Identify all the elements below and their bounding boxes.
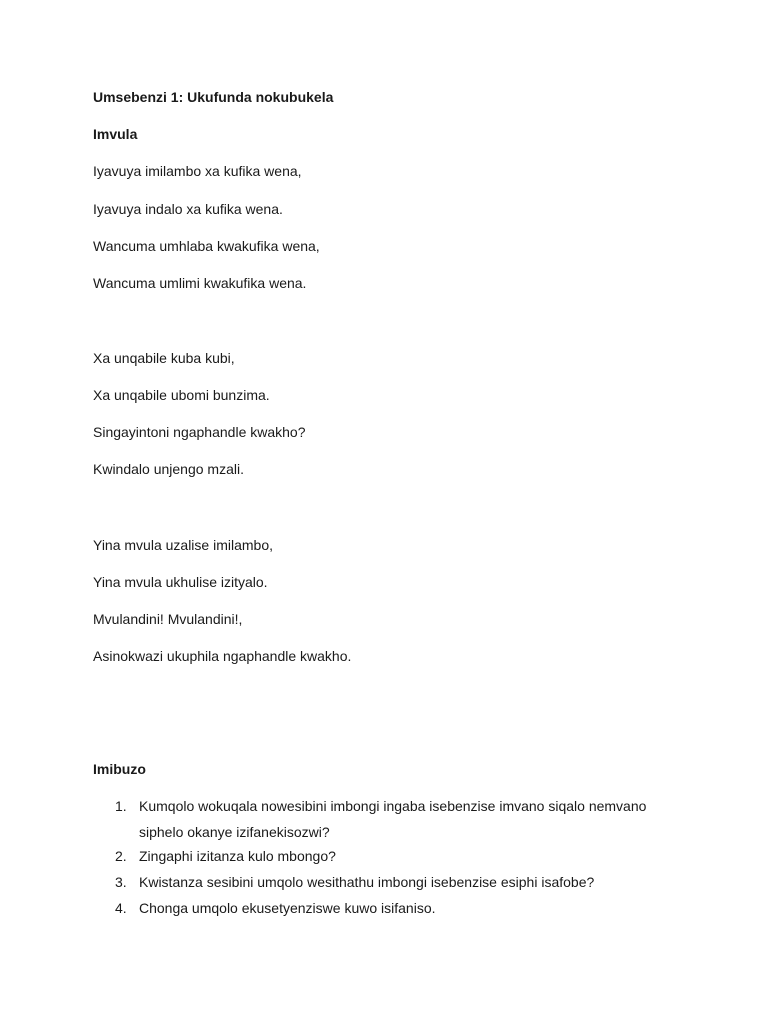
- poem-line: Singayintoni ngaphandle kwakho?: [93, 424, 306, 440]
- question-number: 2.: [115, 848, 127, 864]
- poem-line: Xa unqabile kuba kubi,: [93, 350, 235, 366]
- poem-line: Xa unqabile ubomi bunzima.: [93, 387, 270, 403]
- question-number: 4.: [115, 900, 127, 916]
- poem-line: Wancuma umhlaba kwakufika wena,: [93, 238, 320, 254]
- poem-line: Mvulandini! Mvulandini!,: [93, 611, 243, 627]
- poem-line: Wancuma umlimi kwakufika wena.: [93, 275, 307, 291]
- question-text: Zingaphi izitanza kulo mbongo?: [139, 848, 336, 864]
- poem-line: Iyavuya indalo xa kufika wena.: [93, 201, 283, 217]
- question-text: Chonga umqolo ekusetyenziswe kuwo isifaniso.: [139, 900, 436, 916]
- question-number: 3.: [115, 874, 127, 890]
- poem-line: Yina mvula uzalise imilambo,: [93, 537, 273, 553]
- poem-line: Yina mvula ukhulise izityalo.: [93, 574, 268, 590]
- poem-line: Kwindalo unjengo mzali.: [93, 461, 244, 477]
- questions-title: Imibuzo: [93, 761, 146, 777]
- question-text: Kumqolo wokuqala nowesibini imbongi ingaba isebenzise imvano siqalo nemvano siphelo okanye izifanekisozwi?: [139, 798, 647, 840]
- poem-line: Iyavuya imilambo xa kufika wena,: [93, 163, 302, 179]
- page-heading: Umsebenzi 1: Ukufunda nokubukela: [93, 89, 334, 105]
- poem-title: Imvula: [93, 126, 138, 142]
- poem-line: Asinokwazi ukuphila ngaphandle kwakho.: [93, 648, 352, 664]
- question-text: Kwistanza sesibini umqolo wesithathu imbongi isebenzise esiphi isafobe?: [139, 874, 595, 890]
- question-number: 1.: [115, 798, 127, 814]
